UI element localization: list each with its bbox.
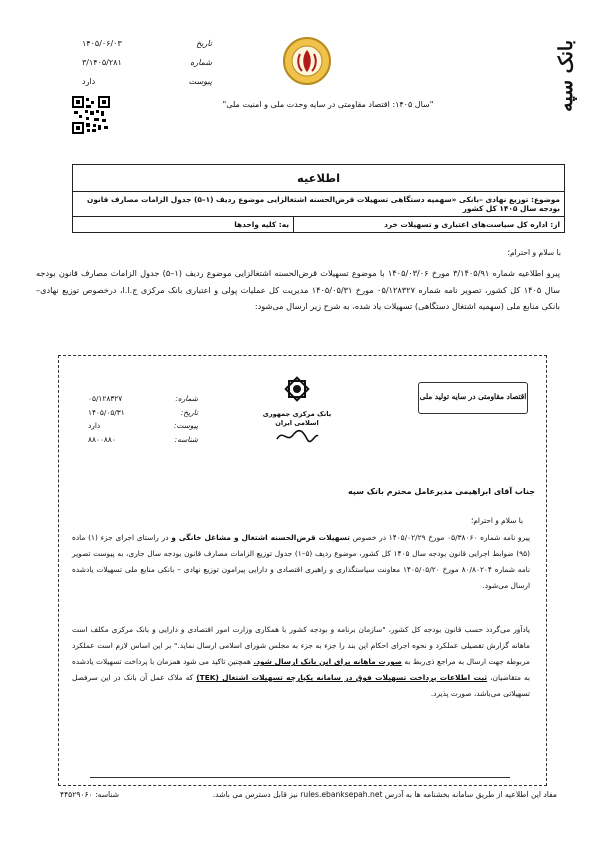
central-bank-emblem-icon bbox=[280, 372, 314, 406]
document-meta bbox=[82, 34, 212, 91]
notice-title: اطلاعیه bbox=[73, 165, 564, 192]
footer-divider bbox=[90, 777, 510, 778]
notice-from: از: اداره کل سیاست‌های اعتباری و تسهیلات خرد bbox=[293, 217, 564, 232]
footer-id-label: شناسه: bbox=[95, 790, 120, 799]
bank-logo-text: بانک سپه bbox=[555, 40, 577, 112]
letter-attachment-label: پیوست: bbox=[173, 421, 198, 430]
footer-text: مفاد این اطلاعیه از طریق سامانه بخشنامه ها به آدرس rules.ebanksepah.net نیز قابل دسترس می باشد. bbox=[212, 790, 557, 799]
central-bank-logo bbox=[262, 372, 332, 462]
footer-id-value: ۴۴۵۲۹۰۶۰ bbox=[60, 790, 93, 799]
footer-id bbox=[60, 790, 119, 799]
letter-number-value: ۰۵/۱۲۸۳۲۷ bbox=[88, 394, 123, 403]
letter-p1-b: تسهیلات قرض‌الحسنه اشتغال و مشاغل خانگی و bbox=[171, 533, 350, 542]
number-label: شماره bbox=[190, 58, 212, 67]
letter-paragraph-1 bbox=[72, 530, 530, 594]
letter-meta bbox=[88, 392, 198, 446]
letter-id-label: شناسه: bbox=[174, 434, 198, 444]
letter-p1-a: پیرو نامه شماره ۰۵/۳۸۰۶۰ مورخ ۱۴۰۵/۰۲/۲۹ در خصوص bbox=[349, 533, 530, 542]
letter-attachment-value: دارد bbox=[88, 421, 101, 430]
letter-p2-c: همچنین تاکید می شود همزمان با پرداخت تسهیلات یادشده به متقاضیان، bbox=[72, 657, 531, 682]
letter-date-value: ۱۴۰۵/۰۵/۳۱ bbox=[88, 407, 125, 417]
date-value: ۱۴۰۵/۰۶/۰۳ bbox=[82, 39, 122, 48]
letter-number-label: شماره: bbox=[175, 394, 198, 403]
letter-greeting: با سلام و احترام؛ bbox=[470, 516, 523, 525]
letter-paragraph-2 bbox=[72, 622, 530, 702]
letter-p1-c: در راستای اجرای جزء (۱) ماده (۹۵) ضوابط اجرایی قانون بودجه سال ۱۴۰۵ کل کشور، موضوع ردیف (۵–۱) جدول توزیع الزامات مصارف قانون بودجه سال جاری، به پیوست تصویر نامه شماره ۸۰/۸۰۲۰۴ مورخ ۱۴۰۵/۰۵/۲۰ معاونت سیاستگذاری و راهبری اقتصادی و دارایی پیرامون توزیع نهادی – بانکی منابع ملی تسهیلات یادشده ارسال می‌شود. bbox=[72, 533, 530, 590]
letter-p2-e: که ملاک عمل آن بانک در این سرفصل تسهیلاتی می‌باشد، صورت پذیرد. bbox=[72, 673, 530, 698]
signature-icon bbox=[273, 427, 321, 445]
letter-p2-d: ثبت اطلاعات پرداخت تسهیلات فوق در سامانه یکپارچه تسهیلات اشتغال (TEK) bbox=[196, 673, 488, 682]
letter-p2-a: یادآور می‌گردد حسب قانون بودجه کل کشور، "سازمان برنامه و بودجه کشور با همکاری وزارت امور اقتصادی و دارایی و بانک مرکزی مکلف است ماهانه گزارش تفصیلی عملکرد و نحوه اجرای احکام این بند را جزء به جزء به مجلس شورای اسلامی ارسال نماید." بر این اساس لازم است عملکرد مربوطه جهت ارسال به مراجع ذی‌ربط به bbox=[72, 625, 531, 666]
resistance-economy-logo-text: اقتصاد مقاومتی در سایه تولید ملی bbox=[419, 392, 527, 401]
letter-id-value: ۸۸۰۰۸۸۰ bbox=[88, 434, 116, 444]
notice-to: به: کلیه واحدها bbox=[234, 220, 289, 229]
qr-code-icon bbox=[72, 96, 110, 134]
central-bank-name: بانک مرکزی جمهوری اسلامی ایران bbox=[262, 410, 332, 427]
letter-addressee: جناب آقای ابراهیمی مدیرعامل محترم بانک سپه bbox=[348, 487, 535, 496]
attachment-value: دارد bbox=[82, 77, 96, 86]
letter-date-label: تاریخ: bbox=[180, 407, 198, 417]
greeting: با سلام و احترام؛ bbox=[507, 248, 561, 257]
bank-emblem-icon bbox=[282, 36, 332, 86]
resistance-economy-logo bbox=[418, 382, 528, 414]
notice-box bbox=[72, 164, 565, 233]
slogan: "سال ۱۴۰۵: اقتصاد مقاومتی در سایه وحدت ملی و امنیت ملی" bbox=[222, 100, 434, 109]
main-paragraph: پیرو اطلاعیه شماره ۳/۱۴۰۵/۹۱ مورخ ۱۴۰۵/۰۳/۰۶ با موضوع تسهیلات قرض‌الحسنه اشتغالزایی موضوع ردیف (۱–۵) جدول الزامات مصارف قانون بودجه سال ۱۴۰۵ کل کشور، تصویر نامه شماره ۰۵/۱۲۸۳۲۷ مورخ ۱۴۰۵/۰۵/۳۱ مدیریت کل عملیات پولی و اعتباری بانک مرکزی ج.ا.ا، درخصوص توزیع نهادی–بانکی منابع ملی (سهمیه اشتغال دستگاهی) تسهیلات یاد شده، به شرح زیر ارسال می‌شود: bbox=[36, 268, 561, 311]
number-value: ۳/۱۴۰۵/۲۸۱ bbox=[82, 58, 122, 67]
letter-p2-b: صورت ماهانه برای این بانک ارسال شود. bbox=[253, 657, 402, 666]
date-label: تاریخ bbox=[196, 39, 212, 48]
notice-subject: موضوع: توزیع نهادی –بانکی «سهمیه دستگاهی تسهیلات قرض‌الحسنه اشتغالزایی موضوع ردیف (۱–۵) جدول الزامات مصارف قانون بودجه سال ۱۴۰۵ کل کشور bbox=[73, 192, 564, 217]
attachment-label: پیوست bbox=[188, 77, 212, 86]
